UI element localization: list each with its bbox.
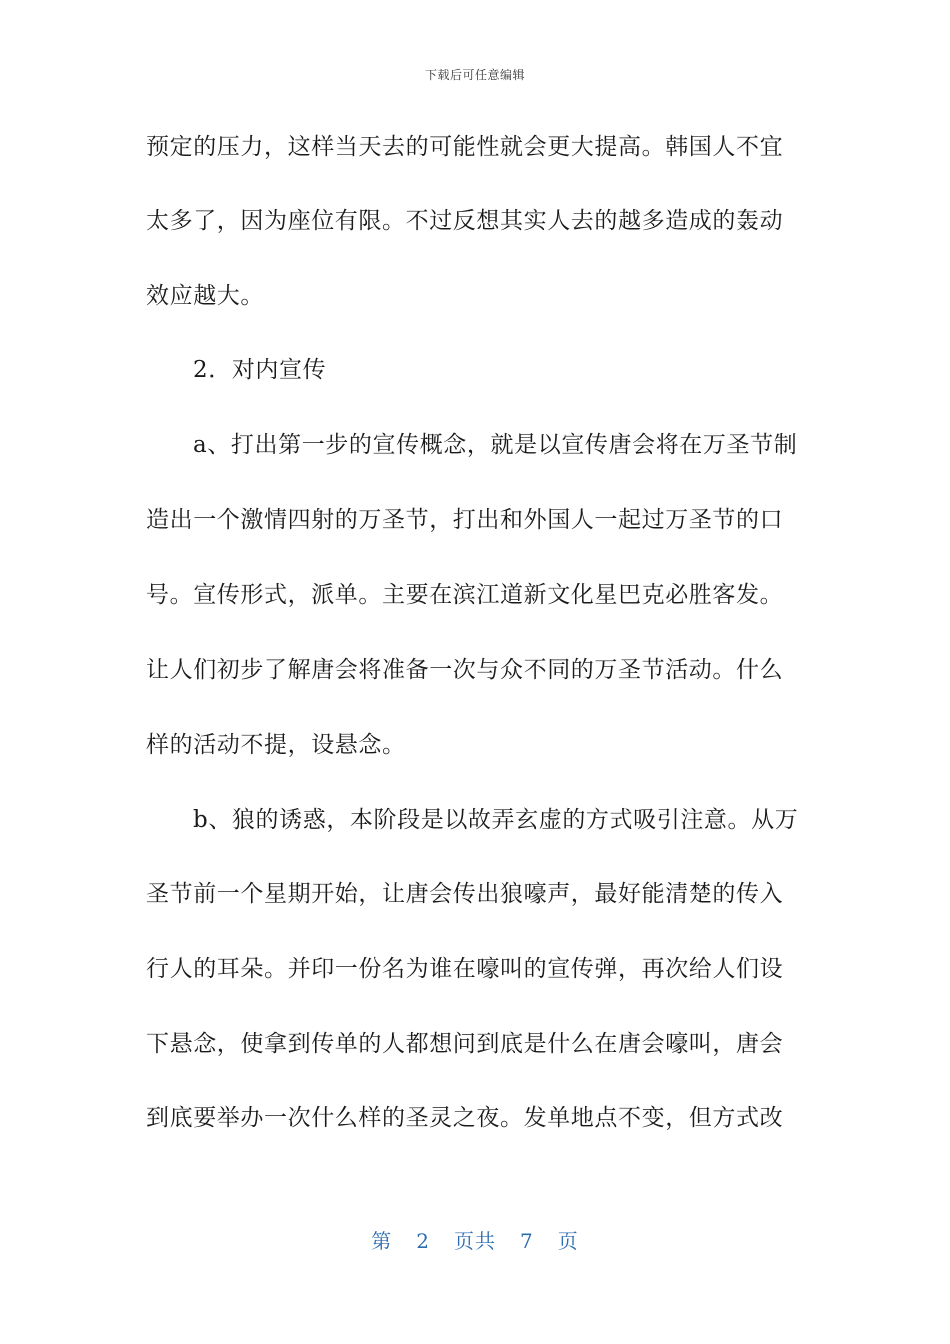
body-line: 到底要举办一次什么样的圣灵之夜。发单地点不变，但方式改 (146, 1105, 784, 1131)
page-footer (0, 1225, 950, 1254)
body-line: 圣节前一个星期开始，让唐会传出狼嚎声，最好能清楚的传入 (146, 881, 784, 907)
body-line: a、打出第一步的宣传概念，就是以宣传唐会将在万圣节制 (193, 432, 798, 458)
body-line: 行人的耳朵。并印一份名为谁在嚎叫的宣传弹，再次给人们设 (146, 956, 784, 982)
body-line: 下悬念，使拿到传单的人都想问到底是什么在唐会嚎叫，唐会 (146, 1031, 784, 1057)
body-line: 造出一个激情四射的万圣节，打出和外国人一起过万圣节的口 (146, 507, 784, 533)
body-line: 预定的压力，这样当天去的可能性就会更大提高。韩国人不宜 (146, 134, 784, 160)
body-line: b、狼的诱惑，本阶段是以故弄玄虚的方式吸引注意。从万 (193, 807, 799, 833)
page-total: 7 (520, 1229, 534, 1253)
body-line: 让人们初步了解唐会将准备一次与众不同的万圣节活动。什么 (146, 657, 784, 683)
body-line: 样的活动不提，设悬念。 (146, 732, 406, 758)
page-suffix: 页 (557, 1229, 579, 1253)
section-heading: 2．对内宣传 (193, 357, 327, 383)
body-line: 效应越大。 (146, 283, 264, 309)
body-line: 太多了，因为座位有限。不过反想其实人去的越多造成的轰动 (146, 208, 784, 234)
page-number: 2 (416, 1229, 430, 1253)
page-mid: 页共 (454, 1229, 496, 1253)
header-note: 下载后可任意编辑 (424, 68, 525, 82)
body-line: 号。宣传形式，派单。主要在滨江道新文化星巴克必胜客发。 (146, 582, 784, 608)
page-prefix: 第 (371, 1229, 393, 1253)
